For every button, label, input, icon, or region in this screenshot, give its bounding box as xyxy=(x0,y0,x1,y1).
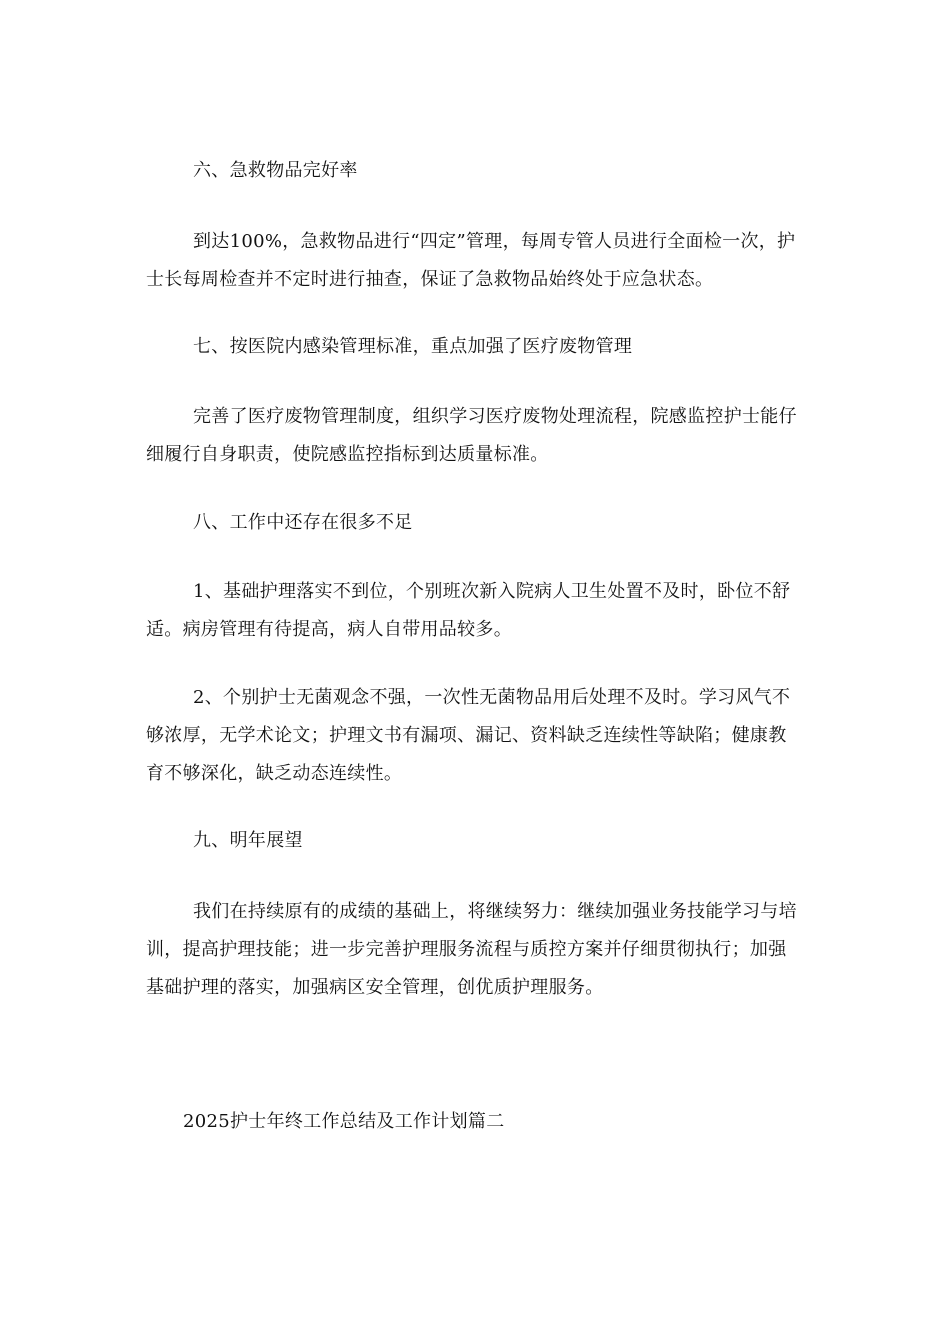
section-heading-7: 七、按医院内感染管理标准，重点加强了医疗废物管理 xyxy=(193,336,633,357)
section-8-paragraph-2: 2、个别护士无菌观念不强，一次性无菌物品用后处理不及时。学习风气不够浓厚，无学术论文；护理文书有漏项、漏记、资料缺乏连续性等缺陷；健康教育不够深化，缺乏动态连续性。 xyxy=(146,687,791,784)
next-article-title: 2025护士年终工作总结及工作计划篇二 xyxy=(183,1111,505,1132)
section-heading-6: 六、急救物品完好率 xyxy=(193,160,358,181)
section-8-paragraph-1: 1、基础护理落实不到位，个别班次新入院病人卫生处置不及时，卧位不舒适。病房管理有待提高，病人自带用品较多。 xyxy=(146,581,791,640)
section-7-paragraph: 完善了医疗废物管理制度，组织学习医疗废物处理流程，院感监控护士能仔细履行自身职责，使院感监控指标到达质量标准。 xyxy=(146,406,797,465)
section-heading-8: 八、工作中还存在很多不足 xyxy=(193,512,413,533)
section-9-paragraph: 我们在持续原有的成绩的基础上，将继续努力：继续加强业务技能学习与培训，提高护理技能；进一步完善护理服务流程与质控方案并仔细贯彻执行；加强基础护理的落实，加强病区安全管理，创优质护理服务。 xyxy=(146,901,797,998)
section-heading-9: 九、明年展望 xyxy=(193,830,303,851)
section-6-paragraph: 到达100%，急救物品进行“四定”管理，每周专管人员进行全面检一次，护士长每周检查并不定时进行抽查，保证了急救物品始终处于应急状态。 xyxy=(146,231,796,290)
